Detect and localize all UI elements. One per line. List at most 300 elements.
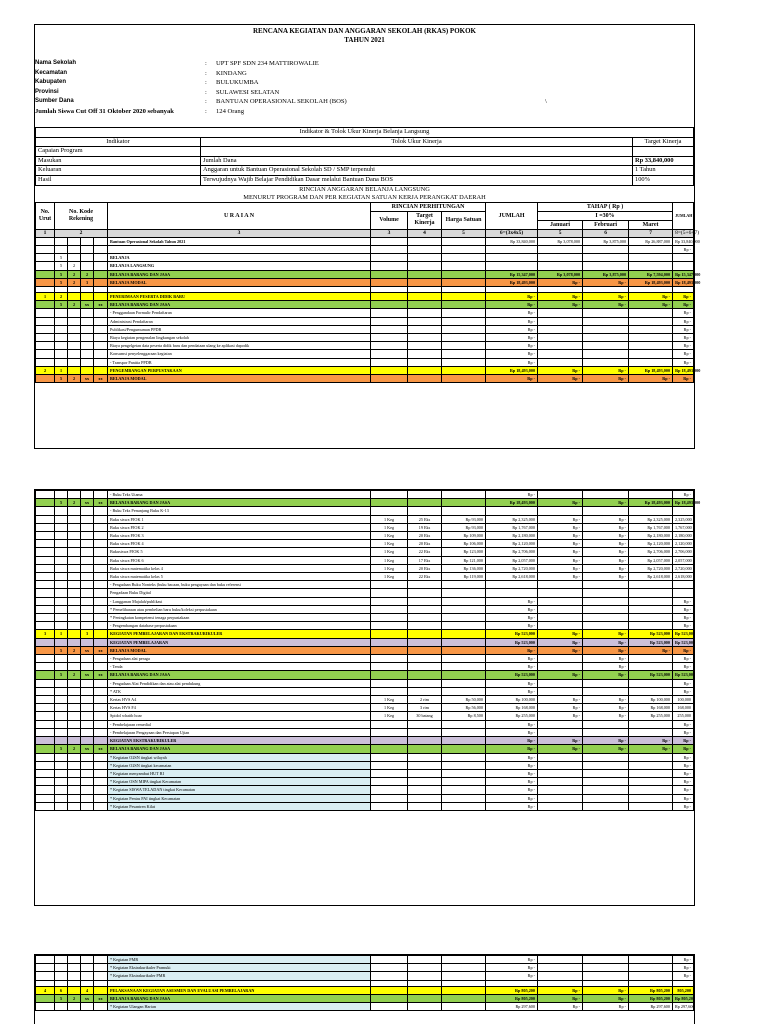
cell-kode <box>55 638 68 646</box>
cell-kode <box>94 254 108 262</box>
cell-januari <box>538 778 583 786</box>
cell-volume <box>371 605 408 613</box>
school-info <box>35 59 694 127</box>
cell-harga-satuan <box>442 964 486 972</box>
cell-kode <box>94 956 108 964</box>
table-row <box>36 237 694 245</box>
cell-kode <box>55 737 68 745</box>
cell-jumlah: Rp 523,000 <box>486 671 538 679</box>
cell-februari: Rp - <box>583 655 629 663</box>
cell-kode <box>81 605 94 613</box>
cell-februari <box>583 254 629 262</box>
cell-jumlah <box>486 581 538 589</box>
cell-no-urut <box>36 671 55 679</box>
cell-februari: Rp - <box>583 515 629 523</box>
cell-jumlah: Rp - <box>486 646 538 654</box>
budget-rows-page-3 <box>36 956 694 1011</box>
cell-total: Rp - <box>673 342 694 350</box>
rincian-line-2: MENURUT PROGRAM DAN PER KEGIATAN SATUAN KERJA PERANGKAT DAERAH <box>243 193 486 201</box>
cell-jumlah <box>486 254 538 262</box>
cell-kode <box>55 663 68 671</box>
cell-kode <box>68 712 81 720</box>
cell-target <box>408 655 442 663</box>
table-row <box>36 745 694 753</box>
cell-kode <box>68 972 81 980</box>
col-number: 7 <box>629 229 673 237</box>
table-row <box>36 794 694 802</box>
cell-no-urut <box>36 745 55 753</box>
cell-kode <box>55 696 68 704</box>
cell-target <box>408 342 442 350</box>
cell-kode <box>68 491 81 499</box>
cell-jumlah: Rp - <box>486 802 538 810</box>
cell-kode: 2 <box>55 292 68 300</box>
cell-harga-satuan <box>442 956 486 964</box>
cell-januari: Rp - <box>538 499 583 507</box>
cell-harga-satuan <box>442 646 486 654</box>
cell-januari <box>538 254 583 262</box>
cell-maret: Rp 18,493,000 <box>629 366 673 374</box>
cell-target <box>408 309 442 317</box>
cell-target: 2 rim <box>408 696 442 704</box>
cell-target <box>408 745 442 753</box>
table-row <box>36 786 694 794</box>
cell-maret: Rp - <box>629 301 673 309</box>
cell-total: Rp - <box>673 663 694 671</box>
cell-jumlah: Rp 18,493,000 <box>486 366 538 374</box>
cell-kode <box>68 507 81 515</box>
cell-februari <box>583 794 629 802</box>
cell-kode: 5 <box>55 301 68 309</box>
cell-kode <box>68 786 81 794</box>
cell-total <box>673 254 694 262</box>
cell-no-urut <box>36 358 55 366</box>
cell-kode <box>55 556 68 564</box>
cell-jumlah: Rp 15,347,000 <box>486 270 538 278</box>
cell-maret <box>629 589 673 597</box>
info-row <box>35 107 694 117</box>
cell-maret: Rp 2,706,000 <box>629 548 673 556</box>
document-title <box>35 25 694 45</box>
cell-target: 20 Eks <box>408 564 442 572</box>
cell-volume <box>371 655 408 663</box>
tolok-ukur-col-header: Tolok Ukur Kinerja <box>201 137 633 147</box>
cell-uraian: * Kegiatan Ekstrakurikuler Pramuki <box>108 964 371 972</box>
cell-no-urut <box>36 342 55 350</box>
cell-target: 20 Eks <box>408 540 442 548</box>
cell-kode <box>94 581 108 589</box>
rkas-page-2 <box>34 489 701 906</box>
cell-uraian: BELANJA LANGSUNG <box>108 262 371 270</box>
cell-jumlah: Rp - <box>486 334 538 342</box>
cell-volume <box>371 254 408 262</box>
cell-kode <box>68 334 81 342</box>
cell-total: Rp - <box>673 720 694 728</box>
cell-target <box>408 964 442 972</box>
cell-kode <box>81 663 94 671</box>
target-kinerja-col-header: Target Kinerja <box>633 137 694 147</box>
cell-total: 2,180,000 <box>673 532 694 540</box>
cell-uraian: Bantuan Operasional Sekolah Tahun 2021 <box>108 237 371 245</box>
cell-uraian: Administrasi Pendaftaran <box>108 317 371 325</box>
cell-harga-satuan <box>442 581 486 589</box>
cell-kode <box>55 769 68 777</box>
cell-harga-satuan <box>442 671 486 679</box>
cell-kode <box>94 597 108 605</box>
cell-harga-satuan <box>442 655 486 663</box>
cell-target <box>408 262 442 270</box>
cell-target <box>408 728 442 736</box>
cell-harga-satuan <box>442 254 486 262</box>
cell-maret: Rp 523,000 <box>629 630 673 638</box>
cell-uraian: BELANJA BARANG DAN JASA <box>108 301 371 309</box>
cell-maret: Rp 2,325,000 <box>629 515 673 523</box>
cell-volume: 1 Keg <box>371 532 408 540</box>
cell-no-urut <box>36 663 55 671</box>
cell-uraian: PENGEMBANGAN PERPUSTAKAAN <box>108 366 371 374</box>
cell-kode <box>94 794 108 802</box>
info-colon: : <box>205 69 207 77</box>
cell-total: Rp 15,347,000 <box>673 270 694 278</box>
cell-januari <box>538 358 583 366</box>
cell-volume <box>371 761 408 769</box>
cell-jumlah: Rp - <box>486 753 538 761</box>
cell-harga-satuan <box>442 245 486 253</box>
cell-kode: xx <box>94 301 108 309</box>
cell-target <box>408 325 442 333</box>
cell-kode <box>94 556 108 564</box>
cell-kode <box>55 237 68 245</box>
cell-maret <box>629 262 673 270</box>
cell-februari: Rp - <box>583 523 629 531</box>
cell-kode <box>94 638 108 646</box>
cell-kode: 2 <box>81 270 94 278</box>
cell-target <box>408 769 442 777</box>
cell-target <box>408 630 442 638</box>
cell-no-urut <box>36 515 55 523</box>
cell-kode <box>94 630 108 638</box>
cell-kode <box>81 802 94 810</box>
cell-total: Rp - <box>673 292 694 300</box>
col-number: 4 <box>408 229 442 237</box>
info-value: BULUKUMBA <box>216 79 259 86</box>
indikator-row-target: 100% <box>633 175 694 185</box>
cell-volume <box>371 309 408 317</box>
cell-target <box>408 278 442 286</box>
cell-total: 2,720,000 <box>673 564 694 572</box>
cell-maret <box>629 342 673 350</box>
cell-jumlah: Rp 2,720,000 <box>486 564 538 572</box>
cell-harga-satuan <box>442 317 486 325</box>
indikator-row-label: Hasil <box>36 175 201 185</box>
cell-jumlah: Rp - <box>486 614 538 622</box>
cell-kode <box>68 687 81 695</box>
table-row <box>36 532 694 540</box>
cell-januari: Rp - <box>538 573 583 581</box>
header-maret: Maret <box>629 220 673 229</box>
table-row <box>36 556 694 564</box>
cell-kode <box>94 679 108 687</box>
cell-januari: Rp 3,078,000 <box>538 270 583 278</box>
cell-kode <box>68 366 81 374</box>
cell-target: 22 Eks <box>408 548 442 556</box>
indikator-row-target <box>633 147 694 157</box>
cell-harga-satuan <box>442 270 486 278</box>
cell-kode <box>55 622 68 630</box>
cell-januari: Rp - <box>538 671 583 679</box>
cell-februari <box>583 507 629 515</box>
col-number: 5 <box>442 229 486 237</box>
cell-target <box>408 270 442 278</box>
cell-uraian: * Kegiatan Ekstrakurikuler PMR <box>108 972 371 980</box>
cell-februari: Rp - <box>583 1003 629 1011</box>
cell-target: 17 Eks <box>408 556 442 564</box>
cell-maret: Rp - <box>629 375 673 383</box>
cell-kode: 2 <box>68 745 81 753</box>
cell-kode: xx <box>94 745 108 753</box>
cell-jumlah: Rp 523,000 <box>486 630 538 638</box>
cell-kode <box>94 622 108 630</box>
table-row <box>36 589 694 597</box>
cell-kode <box>68 540 81 548</box>
table-row <box>36 614 694 622</box>
cell-no-urut <box>36 614 55 622</box>
cell-februari: Rp - <box>583 499 629 507</box>
cell-uraian: * Kegiatan Ulangan Harian <box>108 1003 371 1011</box>
cell-kode <box>81 622 94 630</box>
cell-no-urut <box>36 964 55 972</box>
table-row <box>36 663 694 671</box>
cell-januari: Rp - <box>538 745 583 753</box>
col-number: 6=(3x4x5) <box>486 229 538 237</box>
cell-januari: Rp - <box>538 523 583 531</box>
cell-kode <box>55 581 68 589</box>
indikator-col-header: Indikator <box>36 137 201 147</box>
cell-harga-satuan: Rp 106,000 <box>442 540 486 548</box>
header-januari: Januari <box>538 220 583 229</box>
budget-table-page-1 <box>35 202 701 384</box>
cell-kode <box>81 769 94 777</box>
table-row <box>36 802 694 810</box>
cell-maret: Rp - <box>629 646 673 654</box>
cell-maret <box>629 802 673 810</box>
cell-februari: Rp - <box>583 986 629 994</box>
cell-volume <box>371 646 408 654</box>
cell-kode <box>94 696 108 704</box>
cell-maret: Rp 1,767,000 <box>629 523 673 531</box>
cell-harga-satuan <box>442 761 486 769</box>
cell-volume <box>371 964 408 972</box>
cell-volume <box>371 262 408 270</box>
cell-no-urut <box>36 317 55 325</box>
cell-jumlah: Rp - <box>486 663 538 671</box>
cell-februari <box>583 342 629 350</box>
cell-volume <box>371 366 408 374</box>
cell-maret: Rp 2,057,000 <box>629 556 673 564</box>
cell-uraian: Buku siswa matematika kelas 4 <box>108 564 371 572</box>
cell-januari <box>538 589 583 597</box>
table-row <box>36 270 694 278</box>
cell-kode <box>55 728 68 736</box>
cell-jumlah: Rp - <box>486 964 538 972</box>
header-uraian: U R A I A N <box>108 202 371 229</box>
info-row <box>35 69 694 79</box>
cell-kode <box>68 325 81 333</box>
indikator-row-tolok: Terwujudnya Wajib Belajar Pendidikan Dasar melalui Bantuan Dana BOS <box>201 175 633 185</box>
cell-februari: Rp - <box>583 573 629 581</box>
info-colon: : <box>205 88 207 96</box>
cell-maret <box>629 325 673 333</box>
cell-harga-satuan: Rp 93,000 <box>442 515 486 523</box>
cell-kode: xx <box>81 499 94 507</box>
cell-volume <box>371 350 408 358</box>
info-row <box>35 88 694 98</box>
indikator-table <box>35 127 694 186</box>
cell-maret: Rp 523,000 <box>629 638 673 646</box>
cell-jumlah: Rp - <box>486 350 538 358</box>
cell-jumlah: Rp 100,000 <box>486 696 538 704</box>
cell-target <box>408 778 442 786</box>
cell-kode: 5 <box>55 499 68 507</box>
cell-target <box>408 646 442 654</box>
cell-uraian: Kertas HVS F4 <box>108 704 371 712</box>
cell-kode <box>94 342 108 350</box>
cell-volume <box>371 728 408 736</box>
cell-volume <box>371 278 408 286</box>
cell-februari <box>583 956 629 964</box>
cell-februari: Rp - <box>583 630 629 638</box>
cell-januari <box>538 491 583 499</box>
cell-kode <box>55 573 68 581</box>
budget-table-page-3 <box>35 955 694 1011</box>
cell-jumlah: Rp - <box>486 745 538 753</box>
cell-volume <box>371 581 408 589</box>
cell-volume: 1 Keg <box>371 548 408 556</box>
cell-total: Rp - <box>673 728 694 736</box>
cell-kode: 1 <box>55 630 68 638</box>
cell-februari <box>583 581 629 589</box>
cell-harga-satuan <box>442 334 486 342</box>
cell-januari <box>538 342 583 350</box>
cell-total: Rp - <box>673 622 694 630</box>
cell-kode <box>94 523 108 531</box>
cell-uraian: - Langganan Majalah/publikasi <box>108 597 371 605</box>
cell-kode <box>94 720 108 728</box>
cell-maret: Rp 805,200 <box>629 986 673 994</box>
cell-januari <box>538 245 583 253</box>
cell-januari <box>538 614 583 622</box>
cell-kode <box>68 309 81 317</box>
table-row <box>36 515 694 523</box>
cell-harga-satuan <box>442 597 486 605</box>
cell-uraian: PELAKSANAAN KEGIATAN ASESMEN DAN EVALUASI PEMBELAJARAN <box>108 986 371 994</box>
cell-maret: Rp 26,887,000 <box>629 237 673 245</box>
cell-kode <box>81 358 94 366</box>
cell-total: Rp - <box>673 605 694 613</box>
cell-uraian: - Tenda <box>108 663 371 671</box>
cell-januari: Rp - <box>538 301 583 309</box>
cell-harga-satuan <box>442 499 486 507</box>
cell-kode <box>55 704 68 712</box>
table-row <box>36 540 694 548</box>
cell-no-urut <box>36 802 55 810</box>
cell-jumlah: Rp 18,493,000 <box>486 278 538 286</box>
cell-januari <box>538 325 583 333</box>
cell-januari <box>538 720 583 728</box>
table-row <box>36 581 694 589</box>
cell-total: 2,706,000 <box>673 548 694 556</box>
cell-harga-satuan <box>442 614 486 622</box>
cell-no-urut <box>36 350 55 358</box>
cell-no-urut <box>36 334 55 342</box>
cell-volume <box>371 671 408 679</box>
cell-kode: 2 <box>68 499 81 507</box>
cell-februari: Rp - <box>583 532 629 540</box>
cell-no-urut <box>36 737 55 745</box>
cell-target <box>408 301 442 309</box>
cell-total: Rp - <box>673 375 694 383</box>
cell-uraian: - Pembelajaran Pengayaan dan Persiapan Ujian <box>108 728 371 736</box>
info-value: SULAWESI SELATAN <box>216 88 280 96</box>
cell-januari <box>538 663 583 671</box>
cell-kode <box>81 292 94 300</box>
cell-no-urut <box>36 704 55 712</box>
cell-no-urut <box>36 712 55 720</box>
cell-kode <box>94 317 108 325</box>
cell-total: Rp - <box>673 769 694 777</box>
cell-kode <box>68 663 81 671</box>
cell-no-urut <box>36 278 55 286</box>
indikator-heading: Indikator & Tolok Ukur Kinerja Belanja Langsung <box>36 128 694 138</box>
cell-kode <box>81 491 94 499</box>
table-row <box>36 358 694 366</box>
cell-kode <box>94 655 108 663</box>
table-row <box>36 334 694 342</box>
stray-mark: \ <box>545 98 547 105</box>
cell-kode: 2 <box>68 270 81 278</box>
cell-harga-satuan <box>442 986 486 994</box>
cell-kode: 5 <box>55 375 68 383</box>
cell-maret <box>629 753 673 761</box>
cell-kode <box>81 696 94 704</box>
cell-maret: Rp - <box>629 745 673 753</box>
table-row <box>36 687 694 695</box>
cell-februari: Rp - <box>583 646 629 654</box>
header-tahap: TAHAP ( Rp ) <box>538 202 673 211</box>
cell-uraian: - Pengadaan Alat Pendidikan dan atau alat pendukung <box>108 679 371 687</box>
cell-januari: Rp - <box>538 564 583 572</box>
cell-harga-satuan: Rp 56,000 <box>442 704 486 712</box>
cell-volume <box>371 663 408 671</box>
cell-no-urut <box>36 556 55 564</box>
cell-kode <box>81 523 94 531</box>
info-row <box>35 97 694 107</box>
cell-kode: 5 <box>55 262 68 270</box>
cell-no-urut <box>36 540 55 548</box>
cell-januari: Rp - <box>538 548 583 556</box>
cell-kode <box>94 769 108 777</box>
cell-harga-satuan <box>442 794 486 802</box>
cell-uraian: * Kegiatan OSN MIPA tingkat Kecamatan <box>108 778 371 786</box>
cell-kode <box>81 720 94 728</box>
cell-volume <box>371 358 408 366</box>
header-volume: Volume <box>371 211 408 229</box>
cell-no-urut <box>36 254 55 262</box>
cell-januari: Rp - <box>538 986 583 994</box>
cell-februari <box>583 786 629 794</box>
cell-uraian: Buku siswa PJOK 3 <box>108 532 371 540</box>
cell-harga-satuan: Rp 121,000 <box>442 556 486 564</box>
